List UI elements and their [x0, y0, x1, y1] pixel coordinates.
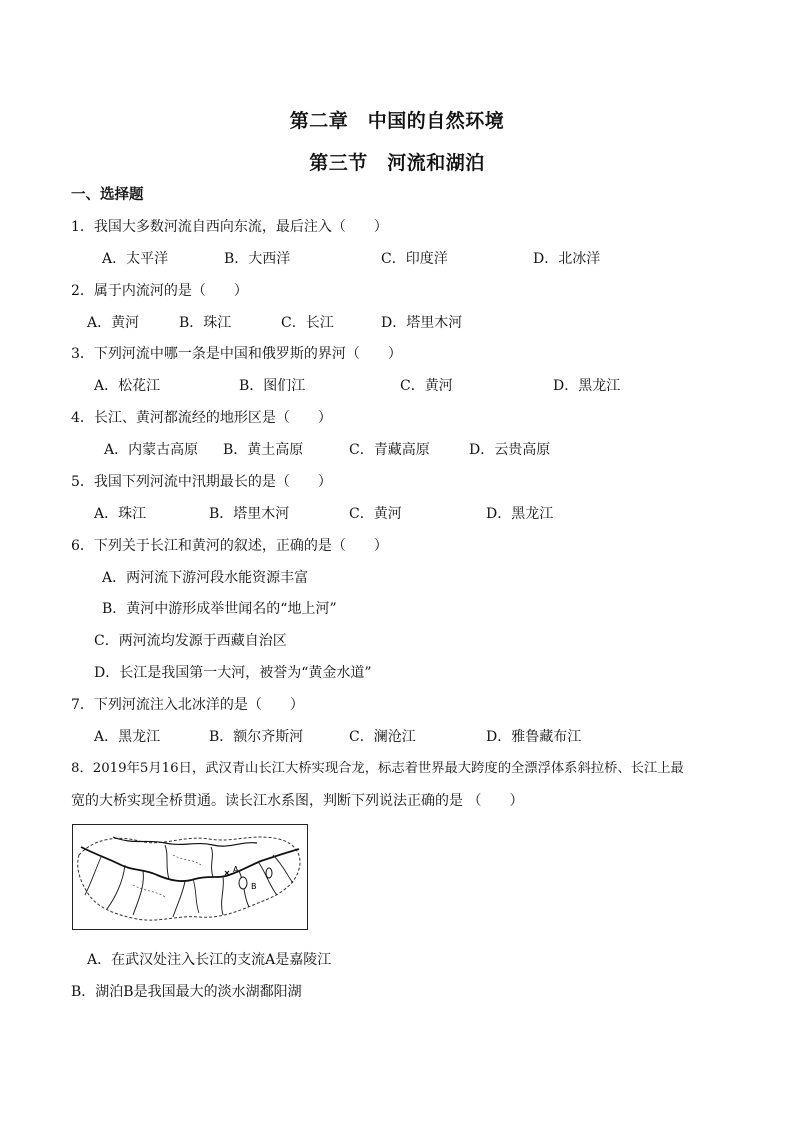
- question-7-stem: 7．下列河流注入北冰洋的是（ ）: [71, 697, 304, 713]
- question-7-option-c: C．澜沧江: [349, 729, 416, 745]
- question-8-option-b: B．湖泊B是我国最大的淡水湖鄱阳湖: [71, 984, 302, 1000]
- map-label-b: B: [251, 882, 257, 891]
- question-6-option-a: A．两河流下游河段水能资源丰富: [102, 570, 309, 586]
- yangtze-river-system-map: [72, 824, 308, 930]
- question-5-option-a: A．珠江: [94, 506, 147, 522]
- question-8-option-a: A．在武汉处注入长江的支流A是嘉陵江: [87, 952, 332, 968]
- question-2-stem: 2．属于内流河的是（ ）: [71, 283, 248, 299]
- question-6-option-c: C．两河流均发源于西藏自治区: [94, 633, 287, 649]
- question-4-stem: 4．长江、黄河都流经的地形区是（ ）: [71, 410, 332, 426]
- question-4-option-b: B．黄土高原: [223, 442, 304, 458]
- question-6-stem: 6．下列关于长江和黄河的叙述，正确的是（ ）: [71, 538, 388, 554]
- question-5-option-d: D．黑龙江: [486, 506, 554, 522]
- question-7-option-d: D．雅鲁藏布江: [486, 729, 582, 745]
- question-3-option-b: B．图们江: [239, 378, 306, 394]
- question-1-stem: 1．我国大多数河流自西向东流，最后注入（ ）: [71, 219, 388, 235]
- question-7-option-b: B．额尔齐斯河: [209, 729, 304, 745]
- question-3-option-a: A．松花江: [94, 378, 161, 394]
- question-1-option-c: C．印度洋: [381, 251, 448, 267]
- river-map-drawing: [73, 825, 308, 930]
- question-2-option-a: A．黄河: [87, 315, 140, 331]
- question-5-option-c: C．黄河: [349, 506, 402, 522]
- question-4-option-d: D．云贵高原: [469, 442, 551, 458]
- question-4-option-a: A．内蒙古高原: [104, 442, 199, 458]
- chapter-title: 第二章 中国的自然环境: [289, 110, 505, 132]
- question-7-option-a: A．黑龙江: [94, 729, 161, 745]
- question-4-option-c: C．青藏高原: [349, 442, 430, 458]
- question-1-option-d: D．北冰洋: [533, 251, 601, 267]
- question-1-option-a: A．太平洋: [102, 251, 169, 267]
- question-3-option-c: C．黄河: [400, 378, 453, 394]
- map-label-a: A: [233, 865, 239, 874]
- question-8-stem-line-1: 8．2019年5月16日，武汉青山长江大桥实现合龙，标志着世界最大跨度的全漂浮体系斜拉桥、长江上最: [71, 761, 684, 776]
- question-6-option-b: B．黄河中游形成举世闻名的“地上河”: [102, 601, 337, 617]
- question-5-option-b: B．塔里木河: [209, 506, 290, 522]
- section-title: 第三节 河流和湖泊: [309, 152, 485, 174]
- question-5-stem: 5．我国下列河流中汛期最长的是（ ）: [71, 474, 332, 490]
- question-2-option-b: B．珠江: [179, 315, 232, 331]
- question-8-stem-line-2: 宽的大桥实现全桥贯通。读长江水系图，判断下列说法正确的是 （ ）: [71, 793, 524, 809]
- question-3-stem: 3．下列河流中哪一条是中国和俄罗斯的界河（ ）: [71, 346, 402, 362]
- question-2-option-c: C．长江: [281, 315, 334, 331]
- question-2-option-d: D．塔里木河: [381, 315, 463, 331]
- question-1-option-b: B．大西洋: [224, 251, 291, 267]
- part-heading: 一、选择题: [71, 186, 144, 203]
- question-3-option-d: D．黑龙江: [553, 378, 621, 394]
- question-6-option-d: D．长江是我国第一大河，被誉为“黄金水道”: [94, 665, 372, 681]
